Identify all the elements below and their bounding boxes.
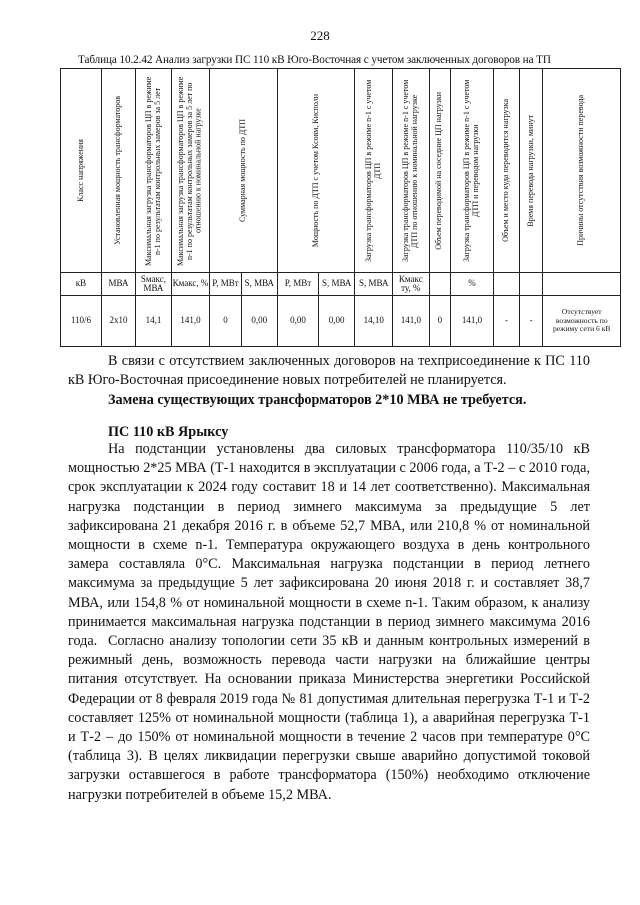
table-unit-cell: Кмакс ту, %	[393, 273, 430, 296]
table-cell: 0	[429, 296, 450, 347]
table-cell: 14,1	[136, 296, 171, 347]
table-header-cell: Загрузка трансформаторов ЦП в режиме n-1 с учетом ДТП и переводом нагрузки	[451, 69, 494, 273]
table-header-cell: Максимальная загрузка трансформаторов ЦП в режиме n-1 по результатам контрольных замеров за 5 лет по отношению к номинальной нагрузке	[171, 69, 210, 273]
table-caption: Таблица 10.2.42 Анализ загрузки ПС 110 кВ Юго-Восточная с учетом заключенных договоров на ТП	[78, 54, 551, 66]
table-unit-cell	[543, 273, 621, 296]
table-header-cell: Суммарная мощность по ДТП	[210, 69, 278, 273]
table-row	[61, 296, 621, 347]
table-header-cell: Время перевода нагрузки, минут	[519, 69, 543, 273]
table-cell: 141,0	[451, 296, 494, 347]
paragraph-no-contracts: В связи с отсутствием заключенных договоров на техприсоединение к ПС 110 кВ Юго-Восточная присоединение новых потребителей не планируется.	[68, 353, 590, 389]
table-cell: 0,00	[278, 296, 319, 347]
table-cell: -	[519, 296, 543, 347]
table-unit-cell: кВ	[61, 273, 102, 296]
table-unit-cell: %	[451, 273, 494, 296]
table-unit-cell	[519, 273, 543, 296]
table-unit-cell: S, МВА	[355, 273, 393, 296]
table-cell: 141,0	[171, 296, 210, 347]
paragraph-topology-analysis: Согласно анализу топологии сети 35 кВ и данным контрольных измерений в режимный день, возможность перевода части нагрузки на ближайшие центры питания отсутствует. На основании приказа Министерства энергетики Российской Федерации от 8 февраля 2019 года № 81 допустимая длительная перегрузка Т-1 и Т-2 составляет 125% от номинальной мощности (таблица 1), а аварийная перегрузка Т-1 и Т-2 – до 150% от номинальной мощности в течение 2 часов при температуре 0°С (таблица 3). В целях ликвидации перегрузки свыше аварийно допустимой токовой загрузки оставшегося в работе трансформатора (150%) необходимо отключение нагрузки потребителей в объеме 15,2 МВА.	[68, 633, 590, 803]
table-unit-cell: Кмакс, %	[171, 273, 210, 296]
page-number: 228	[310, 28, 330, 43]
table-header-row	[61, 69, 621, 273]
table-cell: -	[494, 296, 520, 347]
table-unit-cell	[494, 273, 520, 296]
paragraph-conclusion: Замена существующих трансформаторов 2*10 МВА не требуется.	[108, 392, 527, 408]
load-analysis-table	[60, 68, 621, 347]
table-header-cell: Объем и место куда переводится нагрузка	[494, 69, 520, 273]
table-cell: 141,0	[393, 296, 430, 347]
table-units-row	[61, 273, 621, 296]
table-header-cell: Класс напряжения	[61, 69, 102, 273]
table-header-cell: Причины отсутствия возможности перевода	[543, 69, 621, 273]
table-unit-cell	[429, 273, 450, 296]
table-cell-reason: Отсутствует возможность по режиму сети 6 кВ	[543, 296, 621, 347]
table-cell: 2х10	[101, 296, 135, 347]
table-unit-cell: S, МВА	[241, 273, 278, 296]
table-cell: 0	[210, 296, 241, 347]
table-unit-cell: P, МВт	[278, 273, 319, 296]
paragraph-substation-load: На подстанции установлены два силовых трансформатора 110/35/10 кВ мощностью 2*25 МВА (Т-1 находится в эксплуатации с 2006 года, а Т-2 – с 2010 года, срок эксплуатации к 2024 году составит 18 и 14 лет соответственно). Максимальная нагрузка подстанции в период зимнего максимума за предыдущие 5 лет зафиксирована 21 декабря 2016 г. в объеме 52,7 МВА, или 210,8 % от номинальной мощности в схеме n-1. Температура окружающего воздуха в день контрольного замера составляла 0°С. Максимальная нагрузка подстанции в период летнего максимума за предыдущие 5 лет зафиксирована 20 июня 2018 г. и составляет 38,7 МВА, или 154,8 % от номинальной мощности в схеме n-1. Таким образом, к анализу принимается максимальная нагрузка подстанции в период зимнего максимума 2016 года.	[68, 441, 590, 650]
table-header-cell: Максимальная загрузка трансформаторов ЦП в режиме n-1 по результатам контрольных замеров за 5 лет	[136, 69, 171, 273]
table-unit-cell: Sмакс, МВА	[136, 273, 171, 296]
table-header-cell: Объем переводимой на соседние ЦП нагрузки	[429, 69, 450, 273]
section-heading: ПС 110 кВ Ярыксу	[108, 424, 229, 440]
table-unit-cell: S, МВА	[318, 273, 355, 296]
table-cell: 0,00	[241, 296, 278, 347]
table-header-cell: Загрузка трансформаторов ЦП в режиме n-1 с учетом ДТП	[355, 69, 393, 273]
table-header-cell: Мощность по ДТП с учетом Ксовм, Кисполн	[278, 69, 355, 273]
table-cell: 14,10	[355, 296, 393, 347]
table-unit-cell: МВА	[101, 273, 135, 296]
table-header-cell: Установленная мощность трансформаторов	[101, 69, 135, 273]
table-cell: 0,00	[318, 296, 355, 347]
table-cell: 110/6	[61, 296, 102, 347]
table-header-cell: Загрузка трансформаторов ЦП в режиме n-1 с учетом ДТП по отношению к номинальной нагрузке	[393, 69, 430, 273]
table-unit-cell: P, МВт	[210, 273, 241, 296]
